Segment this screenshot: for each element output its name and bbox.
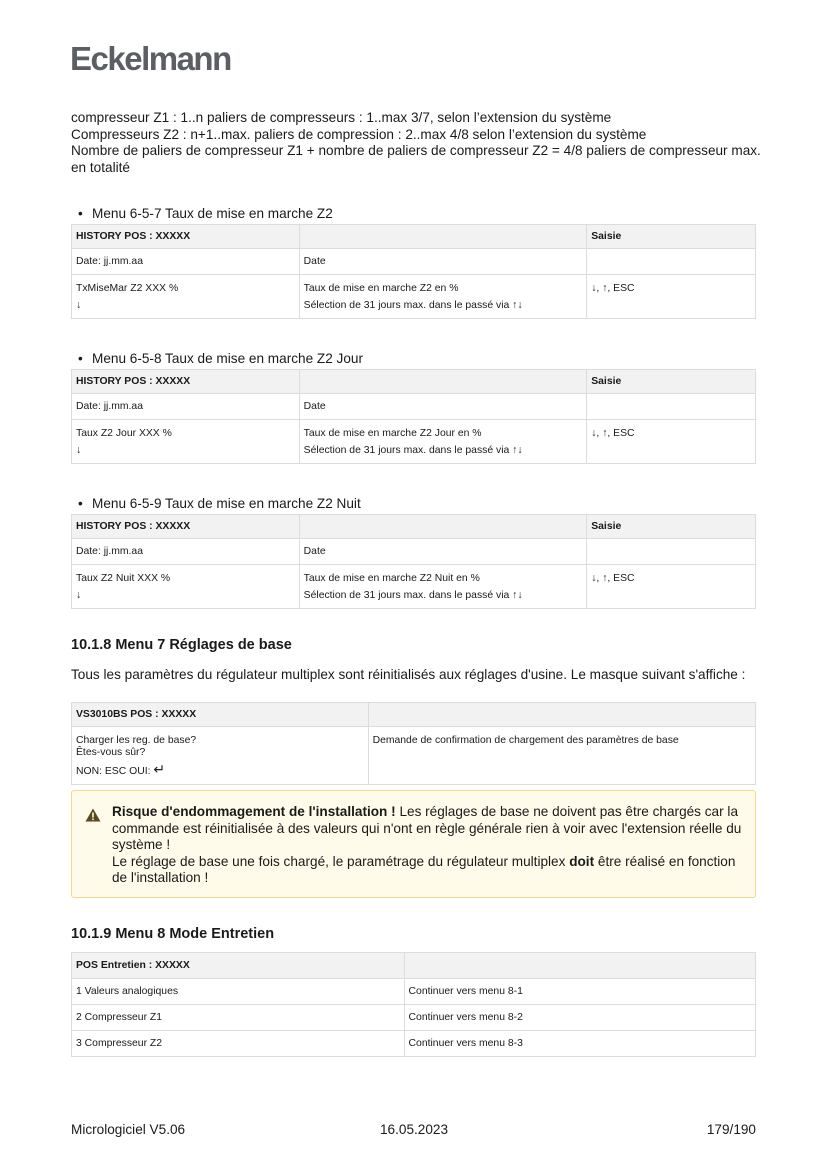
menu-6-5-7-table: [71, 224, 756, 319]
table-row: Date: jj.mm.aa Date: [72, 539, 756, 565]
menu-6-5-8-title: • Menu 6-5-8 Taux de mise en marche Z2 Jour: [78, 351, 363, 366]
table-header-row: HISTORY POS : XXXXX Saisie: [72, 225, 756, 249]
intro-text: [71, 110, 761, 176]
footer-date: 16.05.2023: [380, 1122, 449, 1137]
table-row: TxMiseMar Z2 XXX % ↓ Taux de mise en marche Z2 en % Sélection de 31 jours max. dans le passé via ↑↓ ↓, ↑, ESC: [72, 275, 756, 319]
menu-6-5-9-title: • Menu 6-5-9 Taux de mise en marche Z2 Nuit: [78, 496, 361, 511]
section-heading-menu-8: 10.1.9 Menu 8 Mode Entretien: [71, 926, 275, 942]
table-header-row: VS3010BS POS : XXXXX: [72, 703, 756, 727]
menu-7-table: [71, 702, 756, 785]
table-header-row: HISTORY POS : XXXXX Saisie: [72, 515, 756, 539]
warning-icon: [85, 808, 101, 822]
menu-8-table: [71, 952, 756, 1057]
table-row: Date: jj.mm.aa Date: [72, 394, 756, 420]
table-header-row: HISTORY POS : XXXXX Saisie: [72, 370, 756, 394]
section-heading-menu-7: 10.1.8 Menu 7 Réglages de base: [71, 637, 292, 653]
eckelmann-logo: Eckelmann: [70, 40, 231, 77]
table-header-row: POS Entretien : XXXXX: [72, 953, 756, 979]
table-row: 2 Compresseur Z1 Continuer vers menu 8-2: [72, 1005, 756, 1031]
table-row: Taux Z2 Nuit XXX % ↓ Taux de mise en marche Z2 Nuit en % Sélection de 31 jours max. dans le passé via ↑↓ ↓, ↑, ESC: [72, 565, 756, 609]
table-row: Taux Z2 Jour XXX % ↓ Taux de mise en marche Z2 Jour en % Sélection de 31 jours max. dans le passé via ↑↓ ↓, ↑, ESC: [72, 420, 756, 464]
table-row: Charger les reg. de base? Êtes-vous sûr? NON: ESC OUI: ↵ Demande de confirmation de chargement des paramètres de base: [72, 727, 756, 785]
intro-line: compresseur Z1 : 1..n paliers de compresseurs : 1..max 3/7, selon l’extension du système: [71, 110, 612, 125]
intro-line: Compresseurs Z2 : n+1..max. paliers de compression : 2..max 4/8 selon l’extension du système: [71, 126, 647, 142]
menu-6-5-9-table: [71, 514, 756, 609]
table-row: Date: jj.mm.aa Date: [72, 249, 756, 275]
footer-firmware: Micrologiciel V5.06: [71, 1122, 186, 1137]
table-row: 3 Compresseur Z2 Continuer vers menu 8-3: [72, 1031, 756, 1057]
section-7-paragraph: Tous les paramètres du régulateur multiplex sont réinitialisés aux réglages d'usine. Le masque suivant s'affiche :: [71, 667, 746, 682]
menu-6-5-8-table: [71, 369, 756, 464]
enter-key-icon: ↵: [153, 761, 166, 777]
intro-line: Nombre de paliers de compresseur Z1 + nombre de paliers de compresseur Z2 = 4/8 paliers de compresseur max. en totalité: [71, 143, 761, 175]
menu-6-5-7-title: • Menu 6-5-7 Taux de mise en marche Z2: [78, 206, 333, 221]
footer-page-number: 179/190: [706, 1122, 756, 1137]
warning-text: Risque d'endommagement de l'installation ! Les réglages de base ne doivent pas être chargés car la commande est réinitialisée à des valeurs qui n'ont en règle générale rien à voir avec l'extension réelle du système ! Le réglage de base une fois chargé, le paramétrage du régulateur multiplex doit être réalisé en fonction de l'installation !: [112, 804, 742, 885]
warning-box: [71, 790, 756, 898]
table-row: 1 Valeurs analogiques Continuer vers menu 8-1: [72, 979, 756, 1005]
